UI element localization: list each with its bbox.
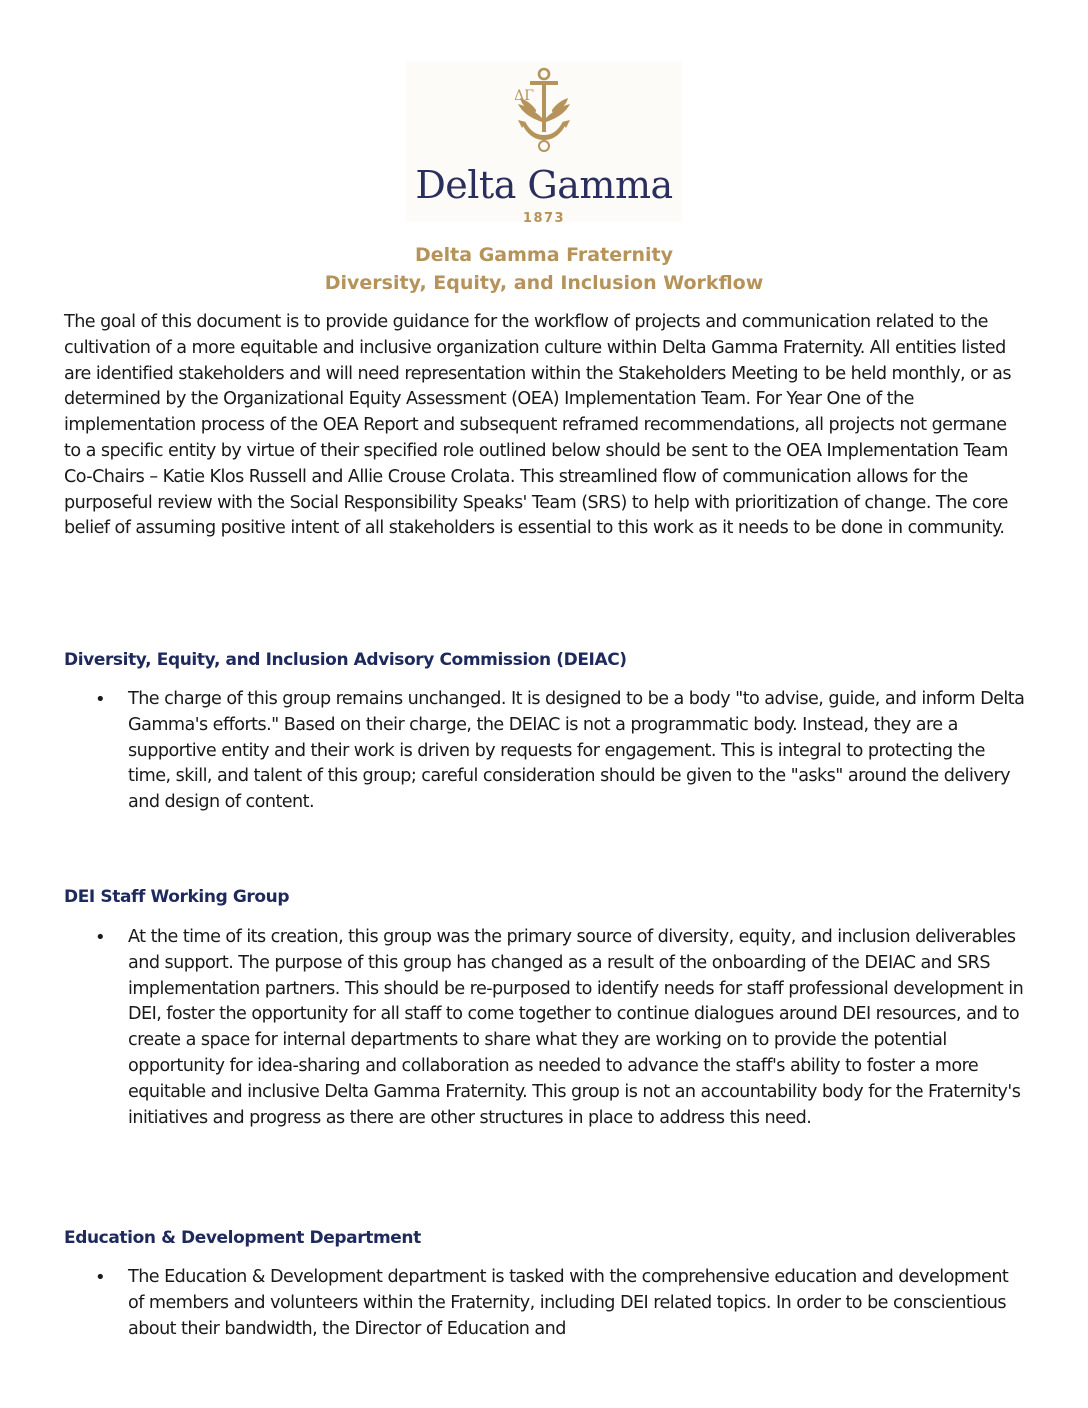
logo-year: 1873 <box>522 211 566 226</box>
bullet-icon: • <box>95 689 106 710</box>
section-heading-deiac: Diversity, Equity, and Inclusion Advisory Commission (DEIAC) <box>64 650 627 670</box>
section-body-deiac: The charge of this group remains unchanged. It is designed to be a body "to advise, guide, and inform Delta Gamma's efforts." Based on their charge, the DEIAC is not a programmatic body. Instead, they are a supportive entity and their work is driven by requests for engagement. This is integral to protecting the time, skill, and talent of this group; careful consideration should be given to the "asks" around the delivery and design of content. <box>128 689 1025 813</box>
bullet-icon: • <box>95 927 106 948</box>
bullet-icon: • <box>95 1267 106 1288</box>
section-body-education-development: The Education & Development department is tasked with the comprehensive education and development of members and volunteers within the Fraternity, including DEI related topics. In order to be conscientious about their bandwidth, the Director of Education and <box>128 1267 1009 1339</box>
logo-wordmark: Delta Gamma <box>415 163 673 207</box>
title-line-2: Diversity, Equity, and Inclusion Workflow <box>324 272 764 294</box>
section-heading-staff-working-group: DEI Staff Working Group <box>64 887 290 907</box>
anchor-icon <box>406 62 682 172</box>
section-heading-education-development: Education & Development Department <box>64 1228 421 1248</box>
section-body-staff-working-group: At the time of its creation, this group was the primary source of diversity, equity, and inclusion deliverables and support. The purpose of this group has changed as a result of the onboarding of the DEIAC and SRS implementation partners. This should be re-purposed to identify needs for staff professional development in DEI, foster the opportunity for all staff to come together to continue dialogues around DEI resources, and to create a space for internal departments to share what they are working on to provide the potential opportunity for idea-sharing and collaboration as needed to advance the staff's ability to foster a more equitable and inclusive Delta Gamma Fraternity. This group is not an accountability body for the Fraternity's initiatives and progress as there are other structures in place to address this need. <box>128 927 1024 1128</box>
document-title <box>0 241 1088 297</box>
intro-paragraph: The goal of this document is to provide guidance for the workflow of projects and communication related to the cultivation of a more equitable and inclusive organization culture within Delta Gamma Fraternity. All entities listed are identified stakeholders and will need representation within the Stakeholders Meeting to be held monthly, or as determined by the Organizational Equity Assessment (OEA) Implementation Team. For Year One of the implementation process of the OEA Report and subsequent reframed recommendations, all projects not germane to a specific entity by virtue of their specified role outlined below should be sent to the OEA Implementation Team Co-Chairs – Katie Klos Russell and Allie Crouse Crolata. This streamlined flow of communication allows for the purposeful review with the Social Responsibility Speaks' Team (SRS) to help with prioritization of change. The core belief of assuming positive intent of all stakeholders is essential to this work as it needs to be done in community. <box>64 312 1011 539</box>
greek-letter-delta: ΔΓ <box>514 88 534 104</box>
title-line-1: Delta Gamma Fraternity <box>415 244 673 266</box>
delta-gamma-logo <box>406 62 682 226</box>
